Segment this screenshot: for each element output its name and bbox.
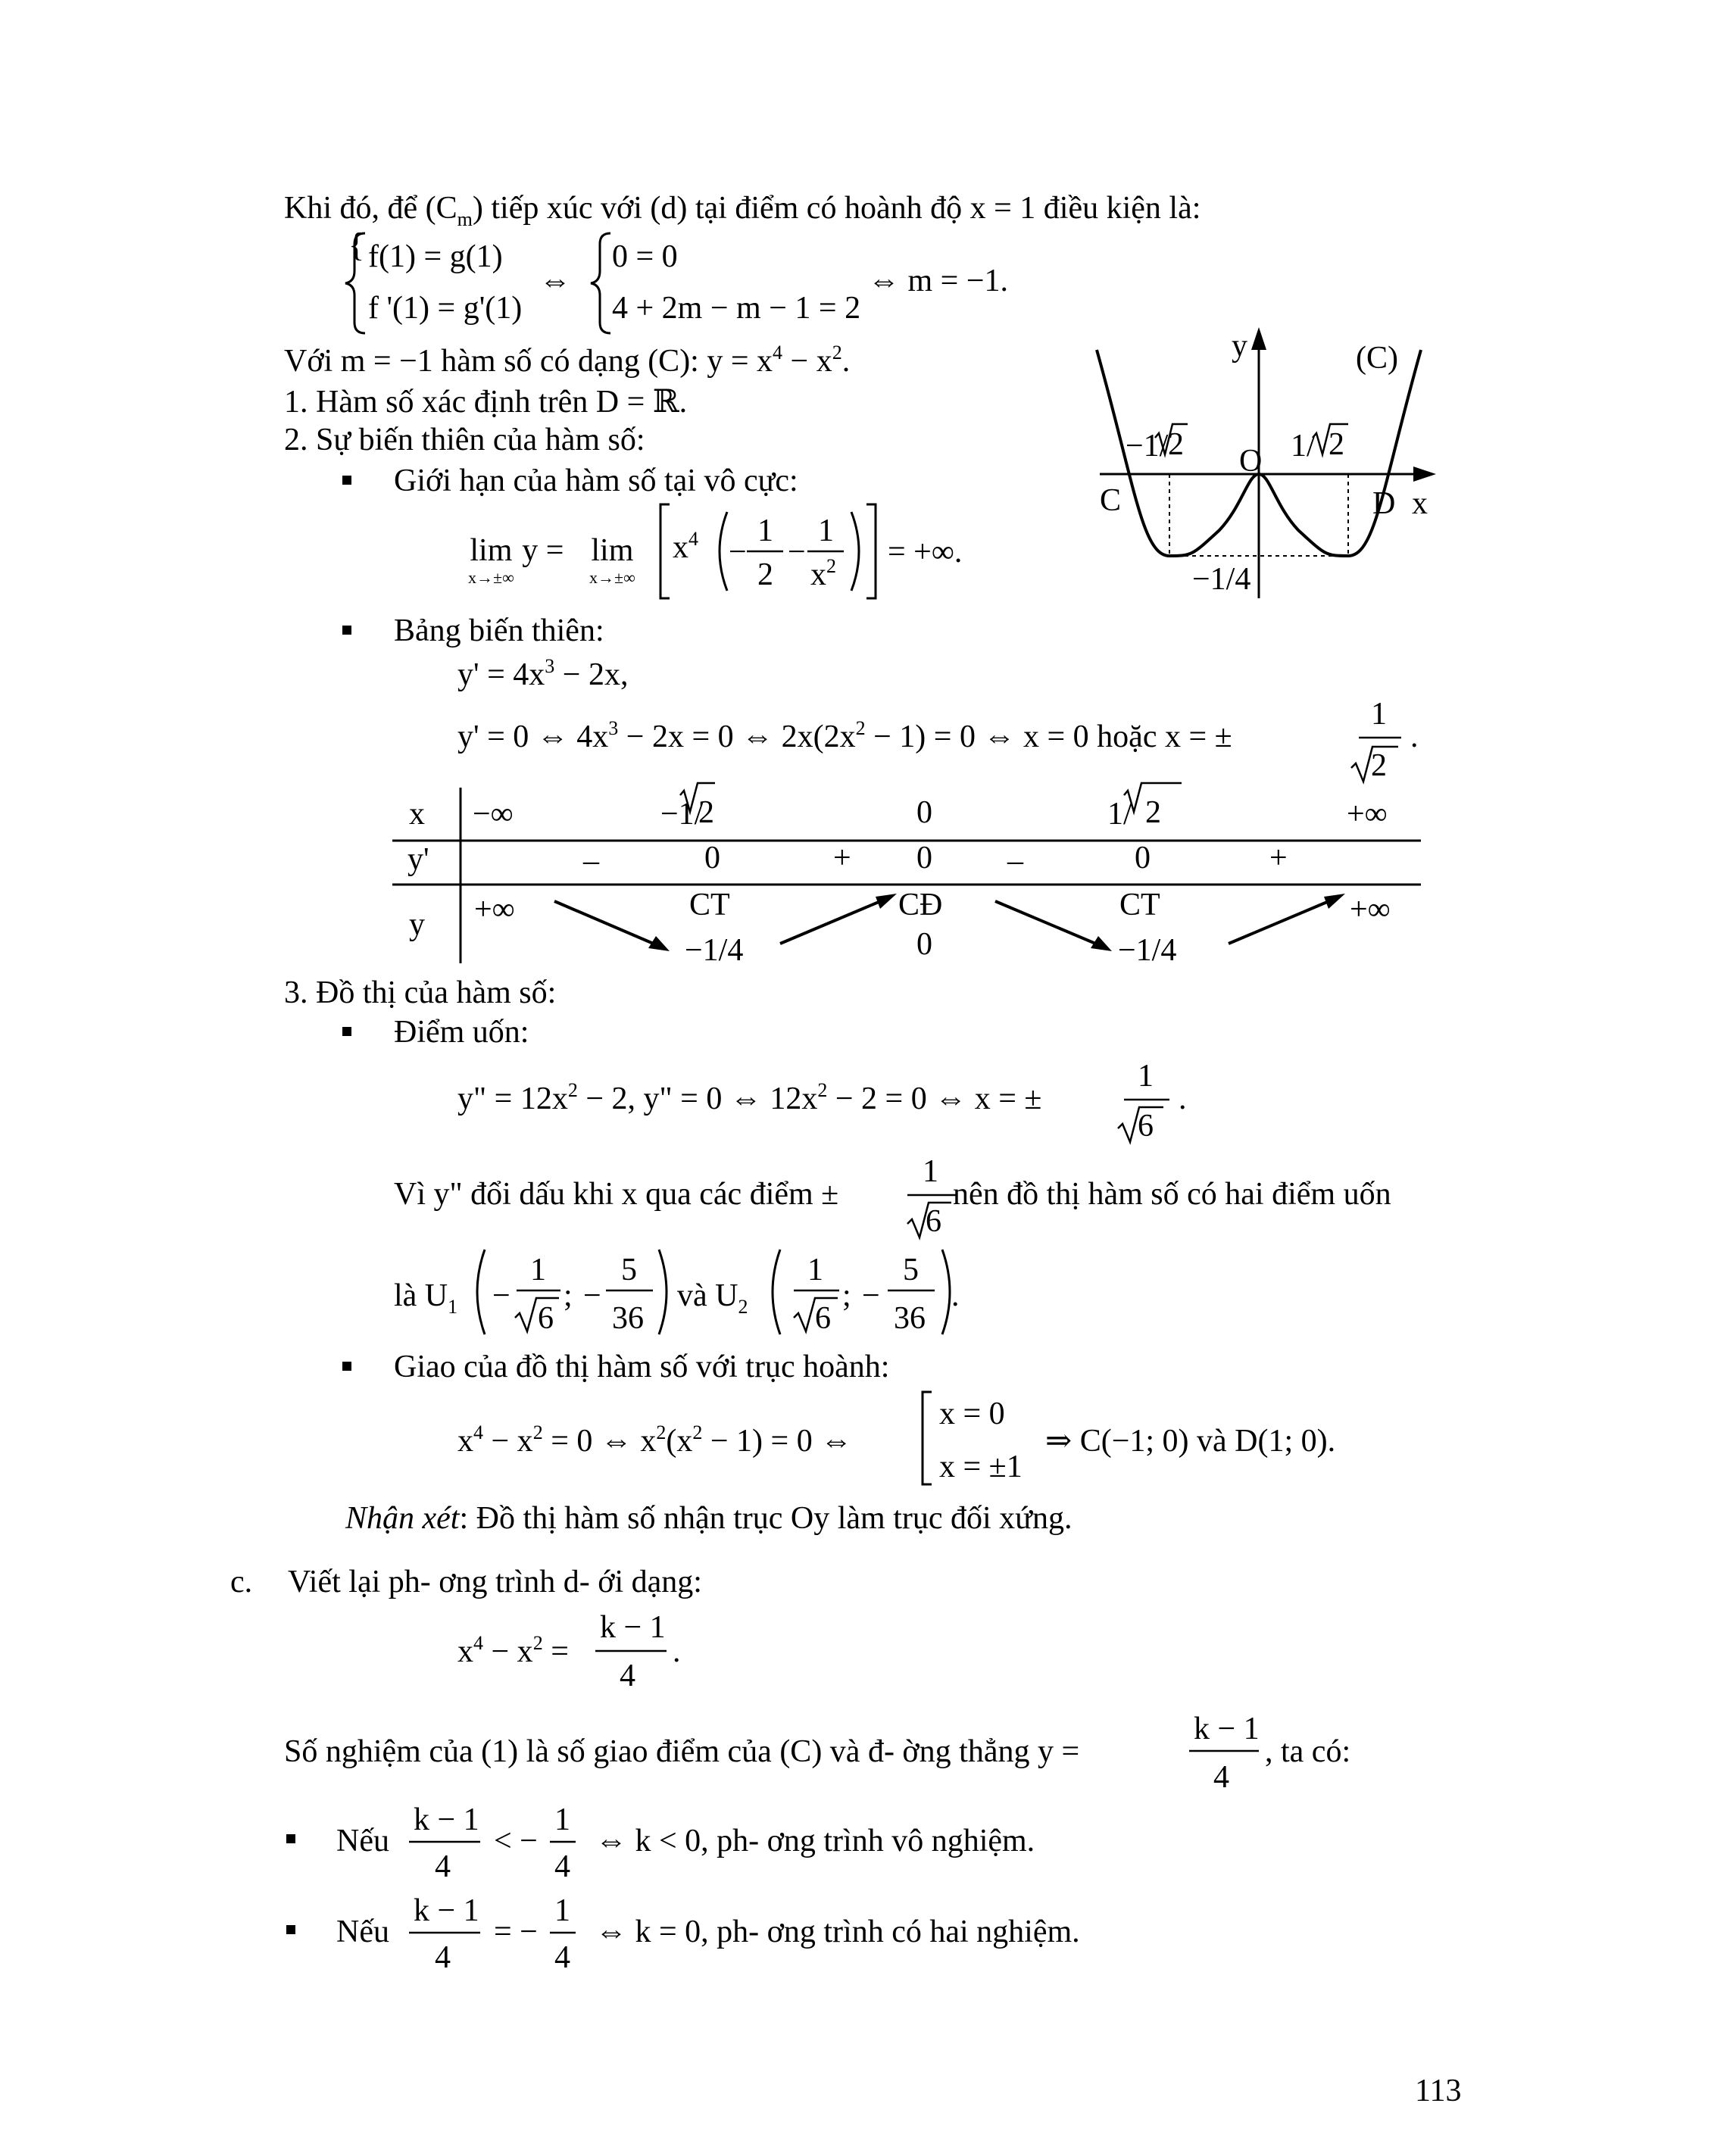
table-row-yp-label: y' [407,842,429,877]
graph-label-sqrt2-pos: 2 [1329,427,1344,462]
lim-x4: $x^4$ [673,528,698,565]
table-x-val: −1/ [660,797,704,832]
points-num: 5 [621,1253,637,1287]
because-frac-den: 6 [926,1204,941,1239]
case1-op: < − [494,1824,538,1858]
points-den: 36 [894,1301,926,1336]
table-x-sqrt2: 2 [698,795,714,830]
table-x-val: +∞ [1347,797,1388,832]
case1-if: Nếu [336,1824,389,1858]
count-num: k − 1 [1194,1712,1260,1746]
intersect-eq: $x^4 - x^2 = 0$ ⇔ $x^2(x^2 - 1) = 0$ ⇔ [457,1421,853,1459]
sys-result: ⇔ m = −1. [868,264,1009,298]
points-den: 6 [538,1301,554,1336]
sys2-row2: 4 + 2m − m − 1 = 2 [612,291,861,326]
table-row-y-label: y [409,907,425,942]
derivative-line: $y' = 4x^3 - 2x$, [457,655,629,692]
points-minus: − [492,1278,510,1313]
bullet-icon [342,626,351,635]
part-c-label: c. [230,1565,253,1599]
points-sep: ; [564,1278,573,1313]
table-x-val: −∞ [473,797,514,832]
lim-minus-1: − [729,535,747,570]
item-2: 2. Sự biến thiên của hàm số: [284,423,645,457]
table-y-top: CĐ [898,888,943,922]
limit-title: Giới hạn của hàm số tại vô cực: [394,463,798,498]
because-line: Vì y" đổi dấu khi x qua các điểm ± [394,1177,839,1212]
graph-label-x: x [1412,486,1428,521]
intersect-title: Giao của đồ thị hàm số với trục hoành: [394,1350,890,1384]
rewrite-den: 4 [620,1659,635,1693]
table-x-val: 1/ [1107,797,1132,832]
sys1-row2: f '(1) = g'(1) [368,291,523,326]
inflect-eq: y" = $12x^2 - 2$, y" = 0 ⇔ $12x^2 - 2 = 0$ ⇔ x = ± [457,1079,1042,1116]
table-yp-val: 0 [704,841,720,875]
bullet-icon [342,476,351,485]
bullet-icon [286,1925,295,1934]
equiv-symbol: ⇔ [539,264,571,298]
x-axis-arrow-icon [1413,467,1436,482]
graph-label-C: (C) [1356,341,1398,376]
lim-result: = +∞. [888,535,963,570]
page-number: 113 [1415,2074,1462,2108]
case2-num: k − 1 [414,1893,479,1928]
points-den: 36 [612,1301,644,1336]
table-x-sqrt2: 2 [1145,795,1161,830]
derivative-zero-line: y' = 0 ⇔ $4x^3 - 2x = 0$ ⇔ $2x(2x^2 - 1) = 0$ ⇔ x = 0 hoặc x = ± [457,717,1232,754]
bullet-icon [342,1362,351,1371]
case2-op: = − [494,1915,538,1949]
sys2-row1: 0 = 0 [612,239,678,274]
graph-label-min: −1/4 [1192,562,1251,597]
count-den: 4 [1213,1760,1229,1795]
lim-den-1: 2 [757,557,773,592]
table-yp-val: – [1007,844,1023,878]
lim-den-2: $x^2$ [810,555,836,592]
graph-label-y: y [1232,329,1247,364]
rewrite-eq: $x^4 - x^2$ = [457,1632,569,1669]
case2-if: Nếu [336,1915,389,1949]
table-y-top: CT [1119,888,1160,922]
inflect-end: . [1179,1081,1187,1116]
case1-num: k − 1 [414,1802,479,1837]
lim-1: lim x→±∞ y = [468,533,564,587]
points-U2-label: và $U_2$ [677,1278,748,1318]
because-frac-num: 1 [923,1154,938,1189]
intersect-result: ⇒ C(−1; 0) và D(1; 0). [1045,1424,1336,1459]
graph-label-point-D: D [1372,486,1396,521]
table-title: Bảng biến thiên: [394,613,604,648]
intro-line: Khi đó, để $(C_m)$ tiếp xúc với (d) tại điểm có hoành độ x = 1 điều kiện là: [284,191,1201,230]
system-brace-1: { [348,226,365,264]
case2-den: 4 [435,1940,451,1975]
table-y-top: CT [689,888,730,922]
y-axis-arrow-icon [1251,327,1266,350]
points-num: 1 [530,1253,546,1287]
count-line: Số nghiệm của (1) là số giao điểm của (C) và đ- ờng thẳng y = [284,1734,1080,1769]
points-end: . [951,1278,960,1313]
part-c-text: Viết lại ph- ơng trình d- ới dạng: [288,1565,702,1599]
table-yp-val: – [583,844,599,878]
sys1-row1: f(1) = g(1) [368,239,503,274]
table-yp-val: + [833,841,851,875]
case1-num2: 1 [554,1802,570,1837]
table-yp-val: + [1269,841,1288,875]
inflect-frac-den: 6 [1138,1109,1154,1144]
table-x-val: 0 [916,795,932,830]
lim-num-1: 1 [757,513,773,548]
points-den: 6 [815,1301,831,1336]
points-U1-label: là $U_1$ [394,1278,458,1318]
case1-den: 4 [435,1849,451,1884]
graph-label-neg: −1/ [1126,429,1169,463]
remark: Nhận xét: Đồ thị hàm số nhận trục Oy làm trục đối xứng. [345,1501,1073,1536]
item-3: 3. Đồ thị của hàm số: [284,975,557,1010]
deriv-end: . [1410,719,1419,754]
intersect-case-2: x = ±1 [939,1450,1023,1484]
case1-den2: 4 [554,1849,570,1884]
table-y-bottom: 0 [916,927,932,962]
case1-result: ⇔ k < 0, ph- ơng trình vô nghiệm. [595,1824,1035,1858]
table-yp-val: 0 [1135,841,1151,875]
table-y-bottom: −1/4 [685,933,744,968]
inflect-title: Điểm uốn: [394,1015,529,1050]
lim-num-2: 1 [818,513,834,548]
case2-num2: 1 [554,1893,570,1928]
table-y-top: +∞ [1350,892,1391,927]
points-minus: − [583,1278,601,1313]
lim-2: lim x→±∞ [589,533,635,587]
graph-label-sqrt2-neg: 2 [1168,427,1184,462]
rewrite-end: . [673,1634,681,1669]
rewrite-num: k − 1 [600,1610,666,1645]
table-y-bottom: −1/4 [1118,933,1177,968]
bullet-icon [342,1027,351,1036]
points-num: 5 [903,1253,919,1287]
function-form: Với m = −1 hàm số có dạng (C): $y = x^4 - x^2$. [284,342,851,379]
case2-result: ⇔ k = 0, ph- ơng trình có hai nghiệm. [595,1915,1080,1949]
table-yp-val: 0 [916,841,932,875]
points-sep: ; [842,1278,851,1313]
points-minus: − [862,1278,880,1313]
count-rest: , ta có: [1265,1734,1351,1769]
intersect-case-1: x = 0 [939,1396,1005,1431]
deriv-frac-den: 2 [1371,748,1387,783]
graph-label-point-C: C [1100,483,1122,518]
table-row-x-label: x [409,797,425,832]
table-y-top: +∞ [474,892,515,927]
item-1: 1. Hàm số xác định trên D = ℝ. [284,385,688,420]
graph-label-pos: 1/ [1291,429,1316,463]
case2-den2: 4 [554,1940,570,1975]
bullet-icon [286,1834,295,1843]
deriv-frac-num: 1 [1371,697,1387,732]
lim-minus-2: − [788,535,806,570]
because-rest: nên đồ thị hàm số có hai điểm uốn [953,1177,1391,1212]
points-num: 1 [807,1253,823,1287]
graph-label-O: O [1239,444,1263,479]
inflect-frac-num: 1 [1138,1059,1154,1094]
